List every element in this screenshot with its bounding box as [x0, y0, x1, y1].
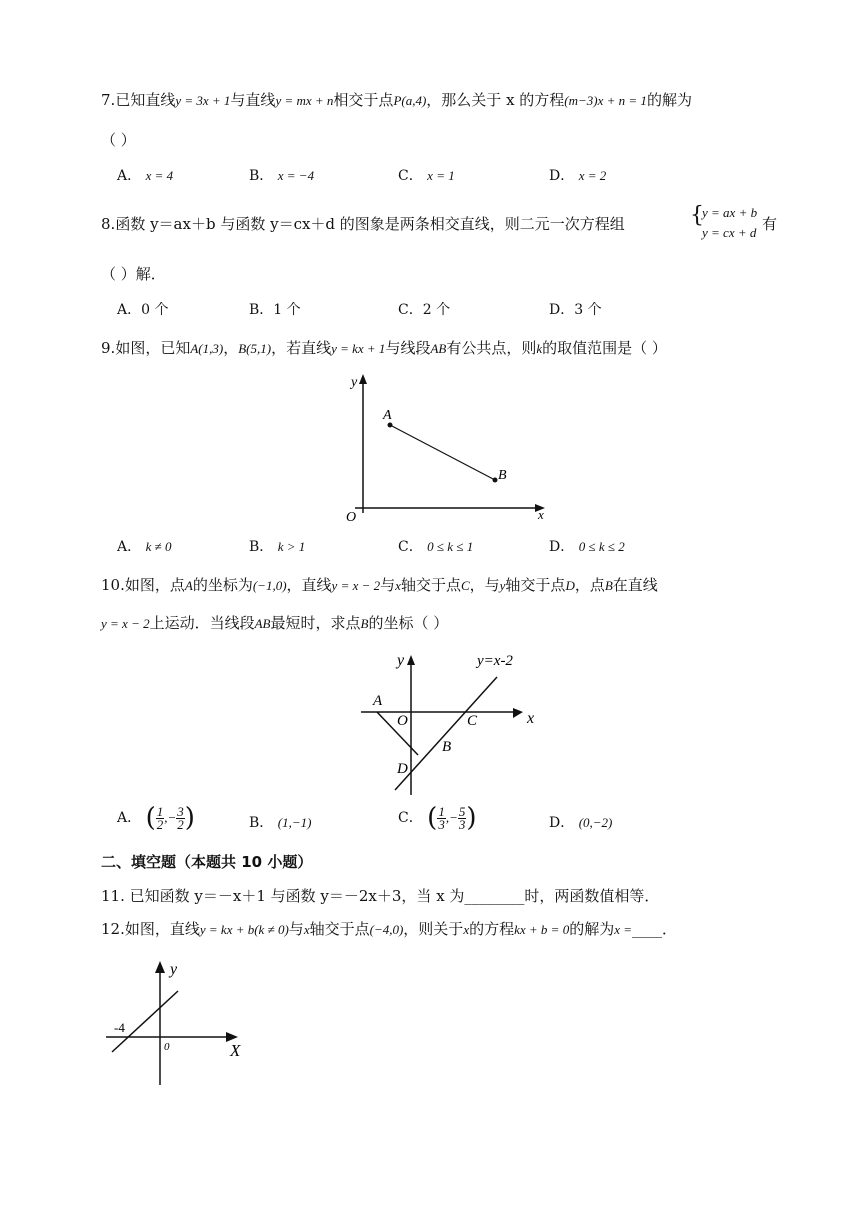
q9-text-5: 的取值范围是（ ） [542, 339, 667, 357]
q10-text-11: 最短时，求点 [270, 614, 361, 632]
q9-option-a: A． k ≠ 0 [117, 539, 172, 555]
q7-equation-2: y = mx + n [275, 93, 334, 108]
q12-x: x [303, 922, 310, 937]
q10-label-x: x [527, 710, 535, 727]
q10-label-c: C [467, 713, 478, 729]
q9-label-y: y [351, 375, 358, 390]
q9-dot-a [388, 423, 393, 428]
q10-stem-line-2 [101, 612, 448, 635]
q10-label-d: D [397, 761, 408, 777]
q9-number: 9. [101, 339, 116, 357]
q10-text-7: 轴交于点 [505, 576, 566, 594]
q9-figure [335, 368, 560, 528]
q7-text-4: ，那么关于 x 的方程 [426, 91, 565, 109]
q7-option-d: D． x = 2 [549, 168, 607, 184]
q12-text-4: ，则关于 [403, 920, 464, 938]
q7-option-a: A． x = 4 [117, 168, 174, 184]
q10-text-4: 与 [380, 576, 396, 594]
q10-text-10: 上运动．当线段 [149, 614, 255, 632]
q10-d: D [565, 578, 575, 593]
q10-equation-2: y = x − 2 [101, 616, 150, 631]
q7-text-2: 与直线 [230, 91, 276, 109]
q10-label-line: y=x-2 [477, 653, 513, 669]
q7-paren: （ ） [101, 131, 136, 149]
q10-option-b: B． (1,−1) [249, 815, 312, 831]
q12-text-7: ____． [632, 920, 678, 938]
q8-text-1: 函数 y＝ax＋b 与函数 y＝cx＋d 的图象是两条相交直线，则二元一次方程组 [115, 215, 625, 233]
q10-coord: (−1,0) [252, 578, 287, 593]
q10-label-o: O [397, 713, 408, 729]
q8-option-d: D．3 个 [549, 302, 602, 318]
q12-x2: x [463, 922, 470, 937]
q7-stem [101, 89, 692, 112]
q7-text-5: 的解为 [646, 91, 692, 109]
q12-label-y: y [170, 961, 178, 978]
q10-text-8: ，点 [574, 576, 605, 594]
q7-equation-1: y = 3x + 1 [175, 93, 231, 108]
q10-y-arrow [407, 655, 415, 665]
q9-dot-b [493, 478, 498, 483]
q10-y: y [499, 578, 506, 593]
q7-option-b: B． x = −4 [249, 168, 315, 184]
q9-text-3: 与线段 [385, 339, 431, 357]
q12-point: (−4,0) [369, 922, 404, 937]
q10-text-6: ，与 [469, 576, 500, 594]
q9-sep: ， [223, 339, 239, 357]
q10-b: B [604, 578, 613, 593]
q7-equation-3: (m−3)x + n = 1 [564, 93, 647, 108]
q10-figure [355, 645, 555, 797]
q10-b2: B [360, 616, 369, 631]
q12-text-2: 与 [288, 920, 304, 938]
q12-y-arrow [155, 961, 165, 973]
q10-stem-line-1 [101, 574, 658, 597]
q9-segment-ab [390, 425, 495, 480]
q8-system-eq-1: y = ax + b [702, 205, 758, 220]
q10-option-c: C． ( $\frac{1}{3}$ ,− $\frac{5}{3}$ ) [398, 803, 477, 833]
q9-label-x: x [538, 507, 544, 522]
q12-stem [101, 918, 677, 941]
q8-system [702, 203, 757, 243]
q10-a: A [184, 578, 193, 593]
q9-y-arrow [359, 374, 367, 384]
section-heading: 二、填空题（本题共 10 小题） [101, 853, 313, 871]
q8-paren: （ ）解． [101, 265, 166, 283]
q7-option-c: C． x = 1 [398, 168, 455, 184]
q8-option-b: B．1 个 [249, 302, 301, 318]
q12-text-1: 如图，直线 [124, 920, 200, 938]
q9-label-b: B [498, 468, 507, 483]
q12-label-o: 0 [164, 1041, 170, 1053]
q9-option-c: C． 0 ≤ k ≤ 1 [398, 539, 474, 555]
q8-number: 8. [101, 215, 116, 233]
q9-text-1: 如图，已知 [115, 339, 191, 357]
q9-k: k [536, 341, 543, 356]
q12-equation: y = kx + b(k ≠ 0) [199, 922, 289, 937]
q9-option-b: B． k > 1 [249, 539, 306, 555]
q7-text-1: 已知直线 [115, 91, 176, 109]
q12-x3: x = [614, 922, 633, 937]
q8-text-2: 有 [762, 215, 778, 233]
q10-text-1: 如图，点 [124, 576, 185, 594]
q10-x: x [395, 578, 401, 593]
q12-label-minus4: -4 [114, 1020, 125, 1035]
q10-label-b: B [442, 739, 452, 755]
q12-text-5: 的方程 [469, 920, 515, 938]
q9-segment: AB [430, 341, 447, 356]
q9-point-a: A(1,3) [190, 341, 224, 356]
q10-text-9: 在直线 [612, 576, 658, 594]
q10-text-3: ，直线 [286, 576, 332, 594]
q10-c: C [460, 578, 470, 593]
q10-equation: y = x − 2 [331, 578, 381, 593]
q12-text-6: 的解为 [569, 920, 615, 938]
q9-stem [101, 337, 667, 360]
q10-x-arrow [513, 708, 523, 718]
q12-figure [100, 955, 260, 1090]
q8-stem [101, 213, 625, 235]
q10-text-12: 的坐标（ ） [368, 614, 449, 632]
q10-text-2: 的坐标为 [192, 576, 253, 594]
q10-option-a: A． ( $\frac{1}{2}$ ,− $\frac{3}{2}$ ) [117, 803, 195, 833]
q12-equation-2: kx + b = 0 [514, 922, 570, 937]
q8-system-eq-2: y = cx + d [702, 225, 757, 240]
q10-number: 10. [101, 576, 125, 594]
q7-text-3: 相交于点 [333, 91, 394, 109]
q9-text-2: ，若直线 [271, 339, 332, 357]
q9-label-o: O [346, 510, 357, 525]
q10-label-y: y [397, 652, 405, 669]
q7-point: P(a,4) [393, 93, 427, 108]
q8-option-a: A．0 个 [117, 302, 169, 318]
q12-number: 12. [101, 920, 125, 938]
q8-option-c: C．2 个 [398, 302, 451, 318]
q9-option-d: D． 0 ≤ k ≤ 2 [549, 539, 625, 555]
q9-label-a: A [383, 408, 392, 423]
q12-text-3: 轴交于点 [309, 920, 370, 938]
q10-text-5: 轴交于点 [400, 576, 461, 594]
q9-point-b: B(5,1) [238, 341, 272, 356]
q9-equation: y = kx + 1 [331, 341, 386, 356]
q12-label-x: X [230, 1041, 241, 1060]
q8-brace: { [690, 203, 704, 228]
q7-number: 7. [101, 91, 116, 109]
q10-option-d: D． (0,−2) [549, 815, 613, 831]
q11-stem: 11. 已知函数 y＝－x＋1 与函数 y＝－2x＋3，当 x 为________时，两函数值相等． [101, 887, 660, 905]
q10-ab: AB [254, 616, 271, 631]
q10-label-a: A [373, 693, 383, 709]
q9-text-4: 有公共点，则 [446, 339, 537, 357]
